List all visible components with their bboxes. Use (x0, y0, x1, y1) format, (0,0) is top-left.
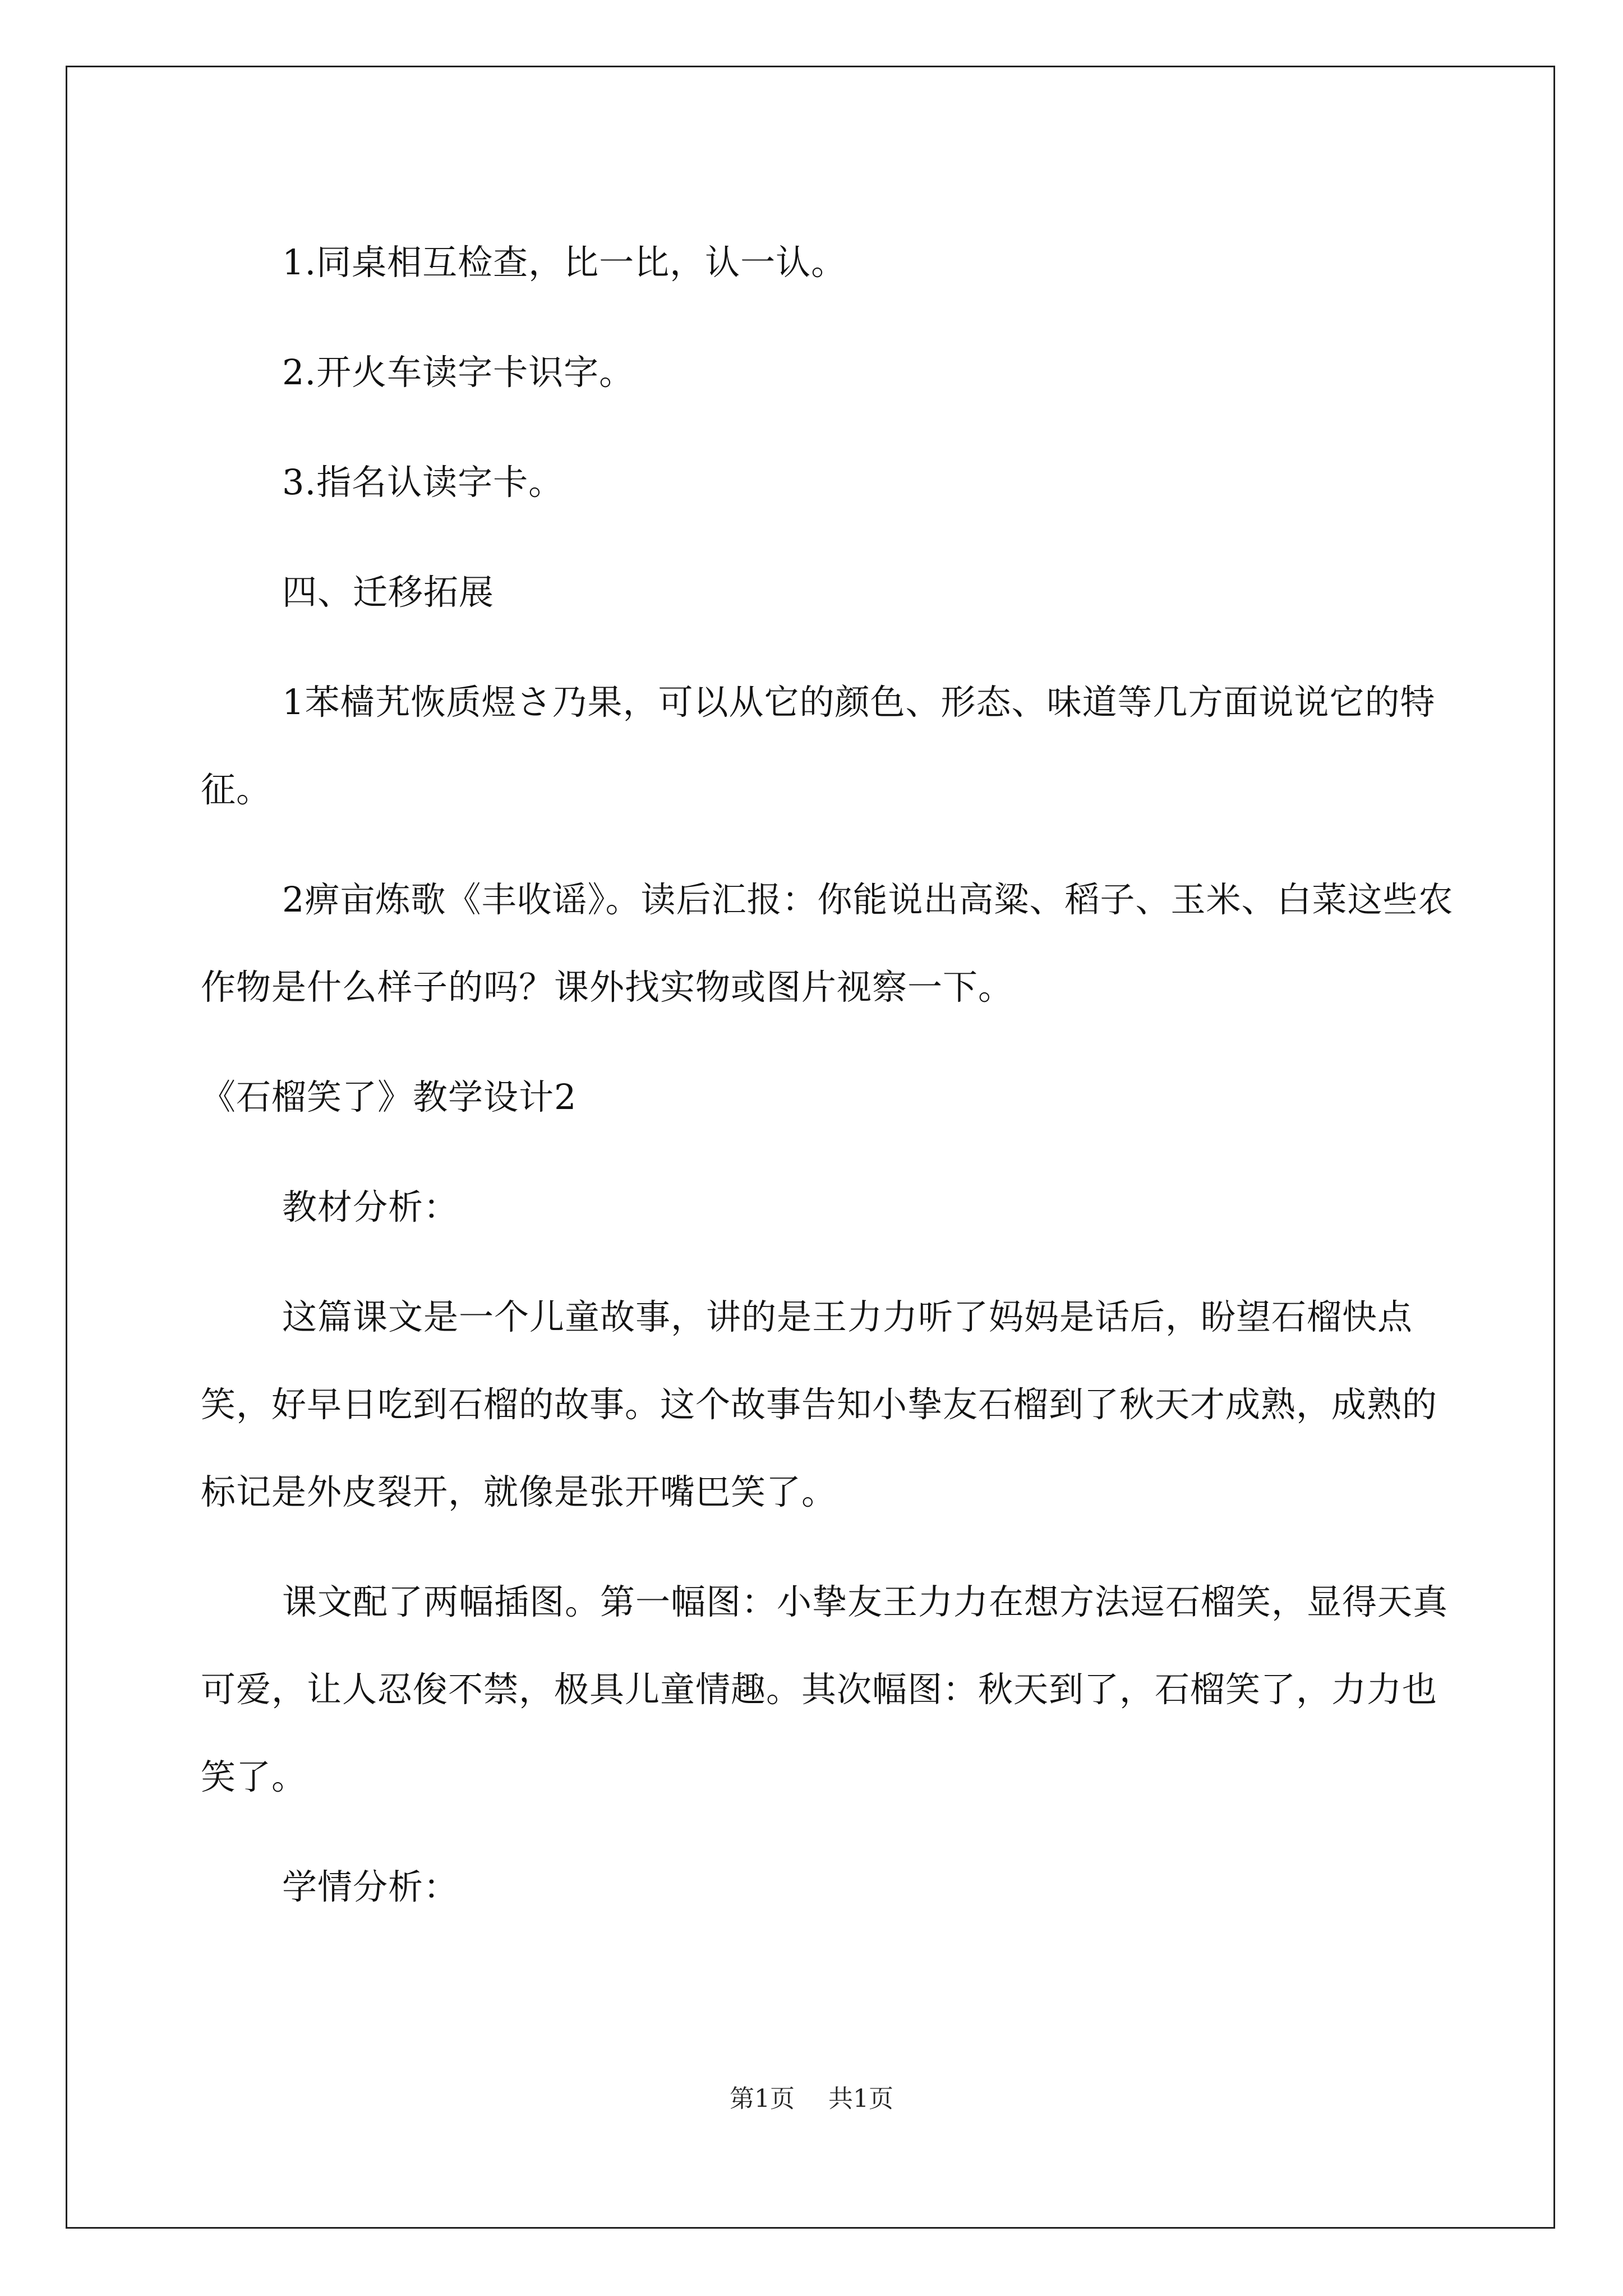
page-total: 共1页 (828, 2085, 893, 2113)
subheading: 学情分析： (282, 1866, 459, 1907)
paragraph: 2痹亩炼歌《丰收谣》。读后汇报：你能说出高粱、稻子、玉米、白菜这些农作物是什么样子的吗？课外找实物或图片视察一下。 (201, 879, 1454, 1007)
paragraph: 1苯樯艽恢质煜さ乃果，可以从它的颜色、形态、味道等几方面说说它的特征。 (201, 682, 1436, 810)
paragraph: 2.开火车读字卡识字。 (282, 352, 635, 393)
page-number: 第1页 (730, 2085, 795, 2113)
subheading: 教材分析： (282, 1186, 459, 1227)
section-heading: 四、迁移拓展 (282, 572, 495, 613)
paragraph: 课文配了两幅插图。第一幅图：小挚友王力力在想方法逗石榴笑，显得天真可爱，让人忍俊不禁，极具儿童情趣。其次幅图：秋天到了，石榴笑了，力力也笑了。 (201, 1581, 1449, 1797)
paragraph: 这篇课文是一个儿童故事，讲的是王力力听了妈妈是话后，盼望石榴快点笑，好早日吃到石榴的故事。这个故事告知小挚友石榴到了秋天才成熟，成熟的标记是外皮裂开，就像是张开嘴巴笑了。 (201, 1296, 1438, 1512)
paragraph: 1.同桌相互检查，比一比，认一认。 (282, 242, 847, 283)
paragraph: 3.指名认读字卡。 (282, 462, 564, 503)
page-footer (0, 2078, 1623, 2114)
document-body (201, 219, 1457, 1953)
document-title: 《石榴笑了》教学设计2 (201, 1076, 577, 1117)
